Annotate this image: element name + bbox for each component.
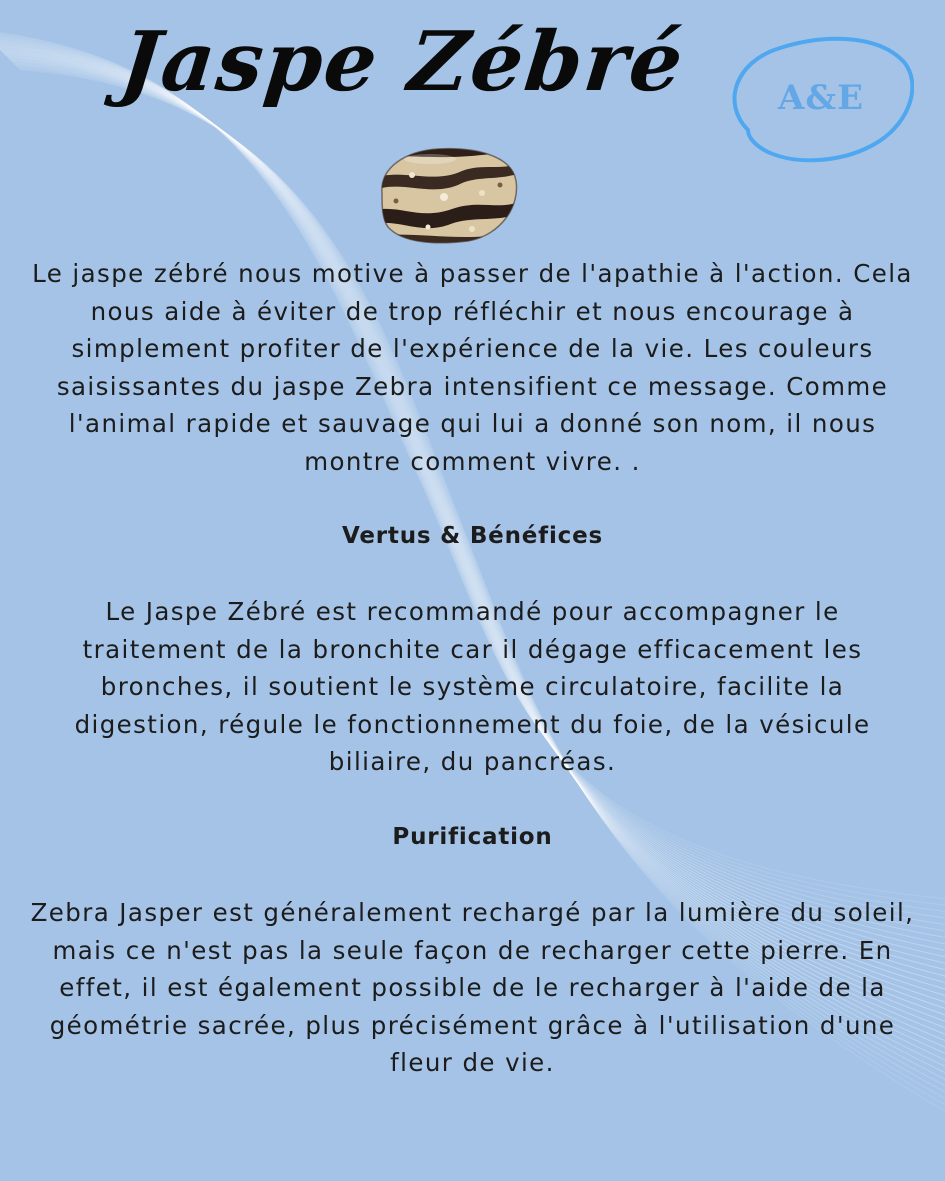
virtues-heading: Vertus & Bénéfices	[342, 523, 603, 549]
virtues-heading-wrap	[30, 523, 915, 549]
logo-text: A&E	[778, 78, 864, 118]
purification-section	[30, 894, 915, 1082]
purification-paragraph: Zebra Jasper est généralement rechargé par la lumière du soleil, mais ce n'est pas la seule façon de recharger cette pierre. En effet, il est également possible de le recharger à l'aide de la géométrie sacrée, plus précisément grâce à l'utilisation d'une fleur de vie.	[30, 898, 915, 1078]
purification-heading-wrap	[30, 824, 915, 850]
page-title: Jaspe Zébré	[116, 14, 689, 110]
intro-paragraph: Le jaspe zébré nous motive à passer de l'apathie à l'action. Cela nous aide à éviter de trop réfléchir et nous encourage à simplement profiter de l'expérience de la vie. Les couleurs saisissantes du jaspe Zebra intensifient ce message. Comme l'animal rapide et sauvage qui lui a donné son nom, il nous montre comment vivre. .	[32, 259, 913, 476]
zebra-jasper-stone-image	[372, 145, 520, 245]
intro-section	[30, 255, 915, 481]
virtues-section	[30, 593, 915, 781]
brand-logo	[728, 26, 914, 168]
virtues-paragraph: Le Jaspe Zébré est recommandé pour accompagner le traitement de la bronchite car il dégage efficacement les bronches, il soutient le système circulatoire, facilite la digestion, régule le fonctionnement du foie, de la vésicule biliaire, du pancréas.	[74, 597, 871, 777]
purification-heading: Purification	[392, 824, 553, 850]
